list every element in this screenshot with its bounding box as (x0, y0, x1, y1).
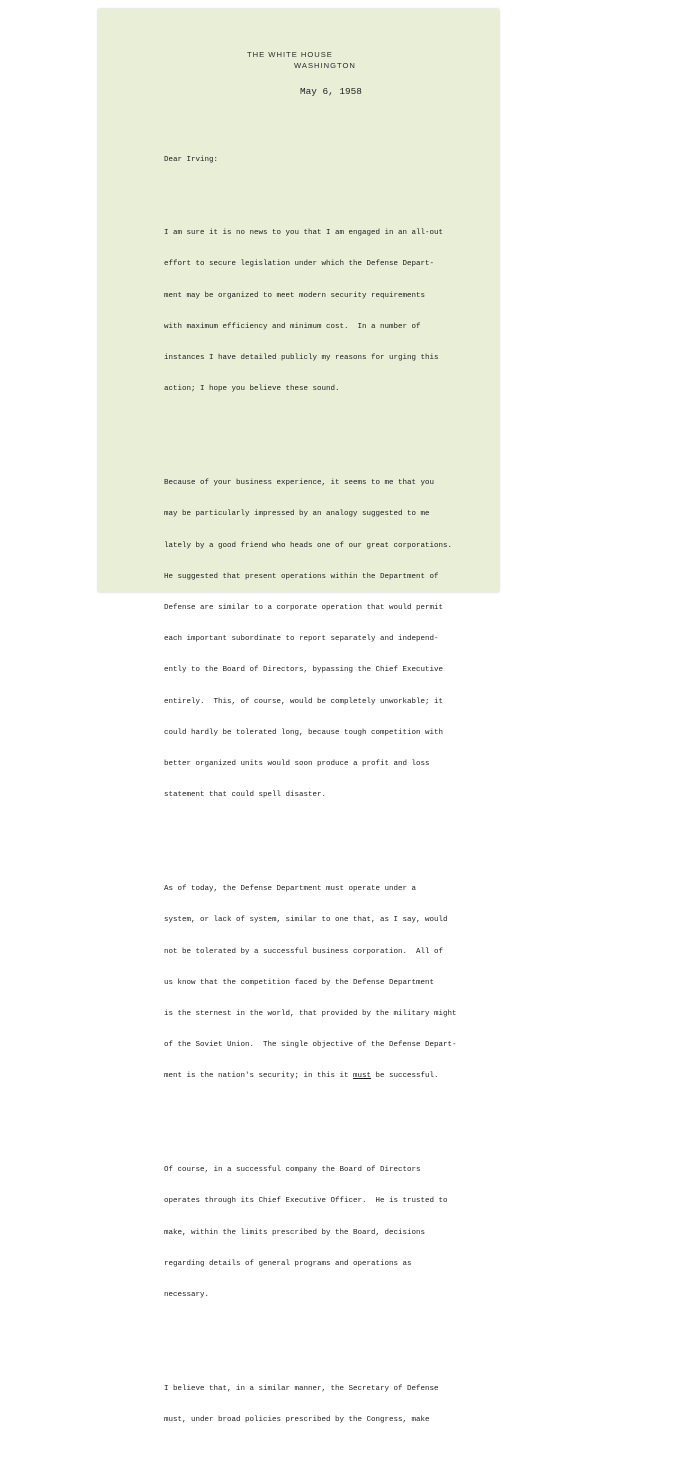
paragraph-line: of the Soviet Union. The single objective of the Defense Depart- (164, 1041, 457, 1050)
paragraph-line-emphasis: ment is the nation's security; in this it must be successful. (164, 1072, 439, 1081)
paragraph-5 (164, 1363, 494, 1446)
paragraph-line: instances I have detailed publicly my reasons for urging this (164, 354, 439, 363)
paragraph-line: each important subordinate to report separately and independ- (164, 635, 439, 644)
paragraph-line: operates through its Chief Executive Officer. He is trusted to (164, 1197, 448, 1206)
letterhead-title: THE WHITE HOUSE (247, 50, 333, 59)
paragraph-line: Defense are similar to a corporate operation that would permit (164, 603, 444, 612)
paragraph-4 (164, 1144, 494, 1321)
paragraph-line: make, within the limits prescribed by the Board, decisions (164, 1228, 426, 1237)
salutation: Dear Irving: (164, 155, 219, 164)
paragraph-line: necessary. (164, 1291, 210, 1300)
paragraph-line: is the sternest in the world, that provided by the military might (164, 1009, 457, 1018)
paragraph-line: action; I hope you believe these sound. (164, 385, 340, 394)
paragraph-line: ment may be organized to meet modern security requirements (164, 291, 426, 300)
paragraph-line: statement that could spell disaster. (164, 791, 327, 800)
paragraph-line: I believe that, in a similar manner, the Secretary of Defense (164, 1384, 439, 1393)
letterhead-location: WASHINGTON (294, 61, 356, 70)
paragraph-line: system, or lack of system, similar to one that, as I say, would (164, 916, 448, 925)
paragraph-line: better organized units would soon produce a profit and loss (164, 760, 430, 769)
paragraph-line: I am sure it is no news to you that I am engaged in an all-out (164, 229, 444, 238)
paragraph-line: Because of your business experience, it seems to me that you (164, 479, 435, 488)
paragraph-1 (164, 207, 494, 415)
paragraph-line: He suggested that present operations within the Department of (164, 572, 439, 581)
paragraph-2 (164, 457, 494, 821)
emphasized-word: must (353, 1072, 372, 1081)
letter-date: May 6, 1958 (300, 86, 362, 97)
paragraph-line: could hardly be tolerated long, because tough competition with (164, 728, 444, 737)
paragraph-line: ently to the Board of Directors, bypassing the Chief Executive (164, 666, 444, 675)
paragraph-line: may be particularly impressed by an analogy suggested to me (164, 510, 430, 519)
letter-body (164, 134, 494, 1478)
paragraph-3 (164, 863, 494, 1102)
paragraph-line: effort to secure legislation under which the Defense Depart- (164, 260, 435, 269)
paragraph-line: us know that the competition faced by the Defense Department (164, 978, 435, 987)
paragraph-line: regarding details of general programs and operations as (164, 1259, 412, 1268)
letter-page (98, 9, 499, 1425)
paragraph-line: with maximum efficiency and minimum cost. In a number of (164, 322, 421, 331)
paragraph-line: As of today, the Defense Department must operate under a (164, 885, 417, 894)
paragraph-line: must, under broad policies prescribed by the Congress, make (164, 1416, 430, 1425)
paragraph-line: Of course, in a successful company the Board of Directors (164, 1166, 421, 1175)
paragraph-line: not be tolerated by a successful business corporation. All of (164, 947, 444, 956)
paragraph-line: entirely. This, of course, would be completely unworkable; it (164, 697, 444, 706)
paragraph-line: lately by a good friend who heads one of our great corporations. (164, 541, 453, 550)
